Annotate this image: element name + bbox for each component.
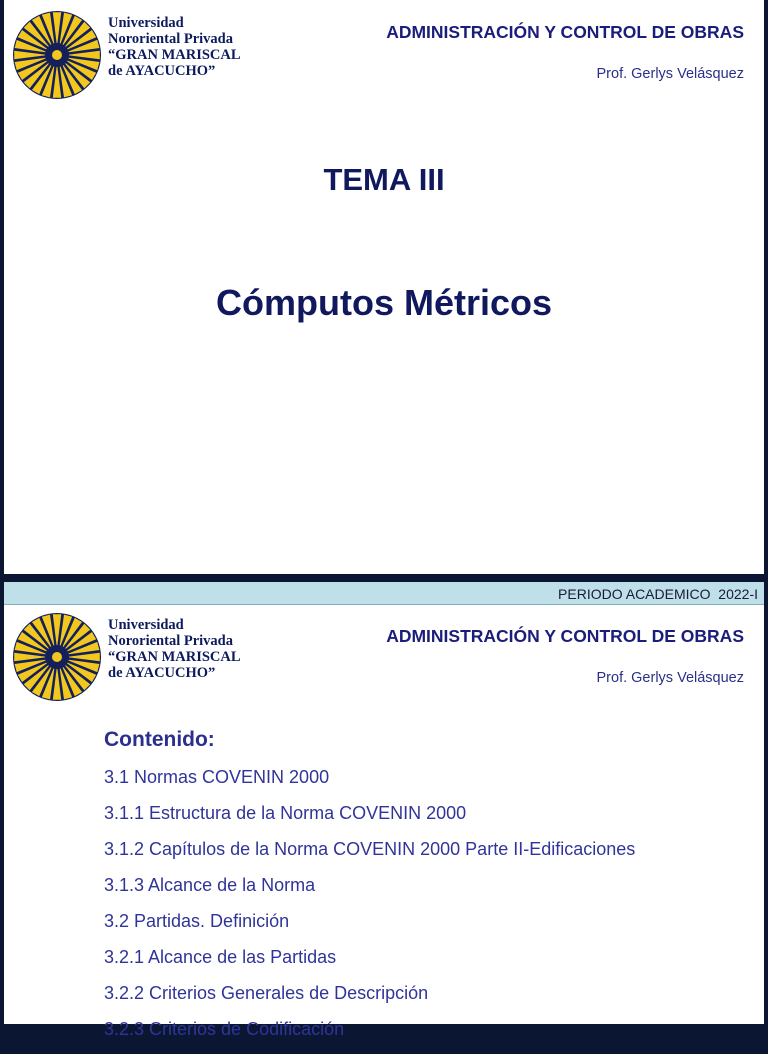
topic-title: Cómputos Métricos — [215, 282, 553, 323]
university-seal-icon — [12, 10, 102, 100]
university-name-line: de AYACUCHO” — [108, 665, 216, 681]
course-title: ADMINISTRACIÓN Y CONTROL DE OBRAS — [386, 22, 744, 42]
university-name-line: de AYACUCHO” — [108, 63, 216, 79]
university-name-line: Universidad — [108, 617, 184, 633]
university-name-line: “GRAN MARISCAL — [108, 649, 241, 665]
university-name-line: Nororiental Privada — [108, 633, 233, 649]
university-name-line: Nororiental Privada — [108, 31, 233, 47]
professor-name: Prof. Gerlys Velásquez — [596, 66, 744, 82]
contents-section — [104, 728, 635, 1054]
topic-number: TEMA III — [323, 162, 445, 197]
academic-period: PERIODO ACADEMICO 2022-I — [558, 586, 758, 602]
list-item: 3.1.3 Alcance de la Norma — [104, 875, 316, 895]
university-name-line: “GRAN MARISCAL — [108, 47, 241, 63]
title-slide — [4, 0, 764, 574]
list-item: 3.1.2 Capítulos de la Norma COVENIN 2000 Parte II-Edificaciones — [104, 839, 636, 859]
list-item: 3.2.3 Criterios de Codificación — [104, 1019, 345, 1039]
course-title: ADMINISTRACIÓN Y CONTROL DE OBRAS — [386, 626, 744, 646]
university-logo — [12, 10, 252, 100]
period-bar — [4, 582, 764, 605]
contents-slide — [4, 582, 764, 1039]
list-item: 3.2.1 Alcance de las Partidas — [104, 947, 337, 967]
contents-list — [104, 766, 635, 1054]
university-name — [108, 15, 241, 79]
list-item: 3.2.2 Criterios Generales de Descripción — [104, 983, 429, 1003]
list-item: 3.2 Partidas. Definición — [104, 911, 290, 931]
list-item: 3.1.1 Estructura de la Norma COVENIN 2000 — [104, 803, 467, 823]
contents-heading: Contenido: — [104, 728, 215, 751]
university-seal-icon — [12, 612, 102, 702]
university-name — [108, 617, 241, 681]
university-logo — [12, 612, 252, 702]
professor-name: Prof. Gerlys Velásquez — [596, 670, 744, 686]
list-item: 3.1 Normas COVENIN 2000 — [104, 767, 330, 787]
university-name-line: Universidad — [108, 15, 184, 31]
